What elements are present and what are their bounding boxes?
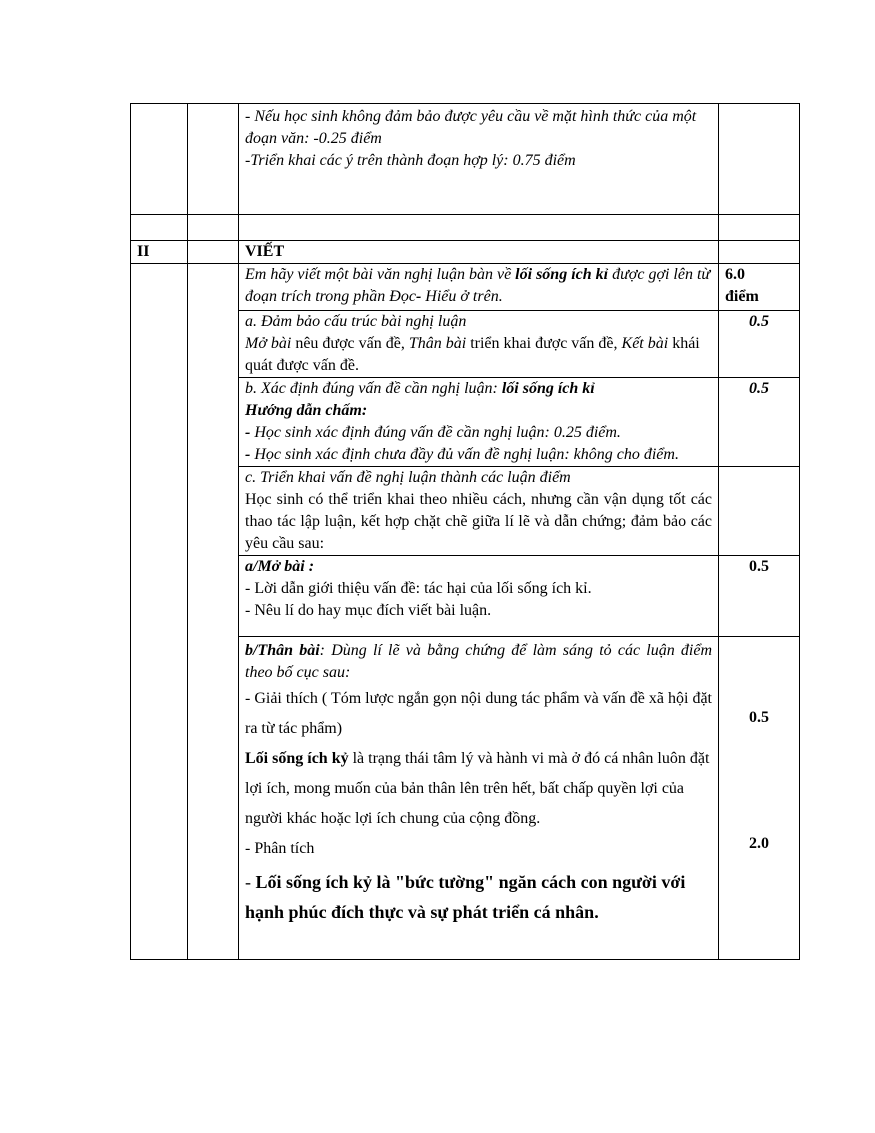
score-value: 0.5 xyxy=(749,709,769,726)
intro-heading: a/Mở bài : xyxy=(245,558,315,575)
score-value: 0.5 xyxy=(719,311,800,378)
section-title: VIẾT xyxy=(239,241,719,264)
intro-part: a/Mở bài : - Lời dẫn giới thiệu vấn đề: tác hại của lối sống ích kỉ. - Nêu lí do hay mục đích viết bài luận. xyxy=(239,556,719,637)
criterion-body: Học sinh có thể triển khai theo nhiều cách, nhưng cần vận dụng tốt các thao tác lập luận, kết hợp chặt chẽ giữa lí lẽ và dẫn chứng; đảm bảo các yêu cầu sau: xyxy=(245,491,712,552)
table-row xyxy=(131,241,800,264)
form-deduction-text: Nếu học sinh không đảm bảo được yêu cầu về mặt hình thức của một đoạn văn: -0.25 điểm xyxy=(245,108,697,147)
body-part: b/Thân bài: Dùng lí lẽ và bằng chứng để làm sáng tỏ các luận điểm theo bố cục sau: - Giải thích ( Tóm lược ngắn gọn nội dung tác phẩm và vấn đề xã hội đặt ra từ tác phẩm) Lối sống ích kỷ là trạng thái tâm lý và hành vi mà ở đó cá nhân luôn đặt lợi ích, mong muốn của bản thân lên trên hết, bất chấp quyền lợi của người khác hoặc lợi ích chung của cộng đồng. - Phân tích - Lối sống ích kỷ là "bức tường" ngăn cách con người với hạnh phúc đích thực và sự phát triển cá nhân. xyxy=(239,637,719,960)
task-topic: lối sống ích kỉ xyxy=(515,266,609,283)
key-argument: Lối sống ích kỷ là "bức tường" ngăn cách con người với hạnh phúc đích thực và sự phát triển cá nhân. xyxy=(245,872,686,922)
score-value: 2.0 xyxy=(749,835,769,852)
table-row xyxy=(131,104,800,215)
cell-score xyxy=(719,215,800,241)
cell-score xyxy=(719,241,800,264)
cell-section xyxy=(131,104,188,215)
cell-content xyxy=(239,104,719,215)
cell-score xyxy=(719,467,800,556)
dash: - xyxy=(245,152,251,169)
criterion-heading: c. Triển khai vấn đề nghị luận thành các luận điểm xyxy=(245,469,571,486)
grading-rubric-table xyxy=(130,103,800,960)
cell-section xyxy=(131,264,188,960)
criterion-heading: a. Đảm bảo cấu trúc bài nghị luận xyxy=(245,313,467,330)
criterion-c xyxy=(239,467,719,556)
paragraph-score-text: Triển khai các ý trên thành đoạn hợp lý: 0.75 điểm xyxy=(250,152,576,169)
body-heading: b/Thân bài xyxy=(245,642,320,659)
writing-task: Em hãy viết một bài văn nghị luận bàn về lối sống ích kỉ được gợi lên từ đoạn trích trong phần Đọc- Hiểu ở trên. xyxy=(239,264,719,311)
cell-score xyxy=(719,104,800,215)
guide-heading: Hướng dẫn chấm: xyxy=(245,402,368,419)
table-row xyxy=(131,215,800,241)
body-scores xyxy=(719,637,800,960)
cell-content xyxy=(239,215,719,241)
criterion-b: b. Xác định đúng vấn đề cần nghị luận: lối sống ích kỉ Hướng dẫn chấm: - Học sinh xác định đúng vấn đề cần nghị luận: 0.25 điểm. - Học sinh xác định chưa đầy đủ vấn đề nghị luận: không cho điểm. xyxy=(239,378,719,467)
total-score: 6.0 điểm xyxy=(719,264,800,311)
cell-section xyxy=(131,215,188,241)
cell-question xyxy=(188,104,239,215)
score-value: 0.5 xyxy=(719,556,800,637)
criterion-a: a. Đảm bảo cấu trúc bài nghị luận Mở bài nêu được vấn đề, Thân bài triển khai được vấn đề, Kết bài khái quát được vấn đề. xyxy=(239,311,719,378)
table-row xyxy=(131,264,800,311)
cell-question xyxy=(188,215,239,241)
dash: - xyxy=(245,108,255,125)
score-value: 0.5 xyxy=(719,378,800,467)
cell-question xyxy=(188,241,239,264)
section-number: II xyxy=(131,241,188,264)
cell-question xyxy=(188,264,239,960)
